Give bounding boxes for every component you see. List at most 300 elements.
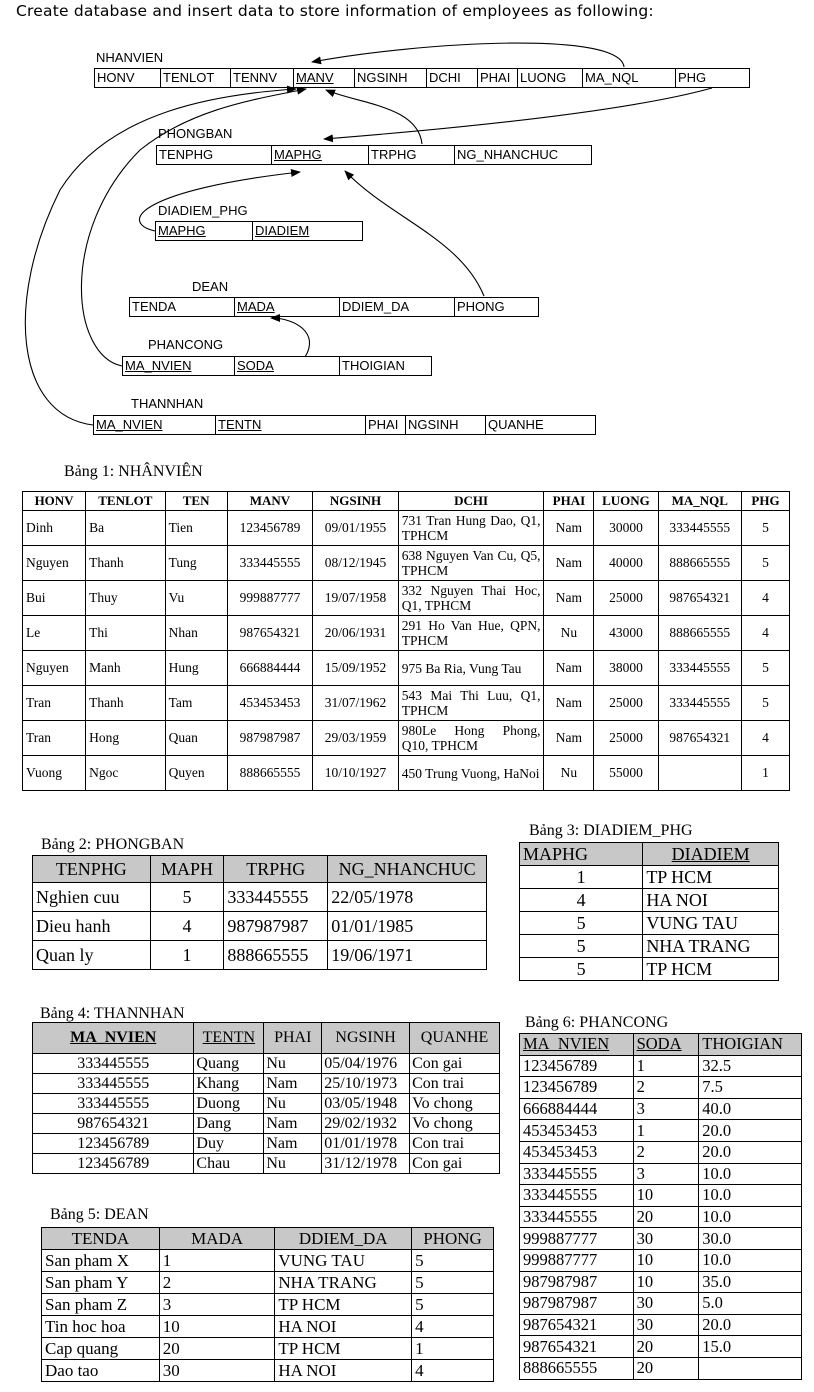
- table-cell: 43000: [594, 616, 658, 651]
- table-cell: 30: [633, 1314, 699, 1336]
- table-row: [520, 1336, 802, 1358]
- table-cell: Vuong: [23, 756, 86, 791]
- arrow-dean-phong: [345, 171, 484, 296]
- table-cell: 19/06/1971: [328, 941, 487, 970]
- table-cell: Hung: [165, 651, 227, 686]
- table-cell: Le: [23, 616, 86, 651]
- table-cell: 3: [633, 1098, 699, 1120]
- table-cell: 10.0: [699, 1163, 802, 1185]
- table-header-row: [520, 1034, 802, 1056]
- table-row: [33, 1054, 500, 1074]
- table-cell: Khang: [194, 1074, 264, 1094]
- table-cell: 20/06/1931: [313, 616, 399, 651]
- table-cell: Tam: [165, 686, 227, 721]
- table-row: [23, 686, 790, 721]
- table-cell: 123456789: [520, 1077, 634, 1099]
- table-row: [33, 1134, 500, 1154]
- table-cell: 5: [742, 546, 790, 581]
- table-cell: 987987987: [520, 1271, 634, 1293]
- schema-col: NGSINH: [355, 69, 427, 87]
- table-cell: Con gai: [410, 1154, 500, 1174]
- table-cell: 123456789: [520, 1055, 634, 1077]
- table-cell: 123456789: [33, 1134, 194, 1154]
- table-cell: 30.0: [699, 1228, 802, 1250]
- table-cell: 333445555: [33, 1054, 194, 1074]
- table-cell: 453453453: [227, 686, 313, 721]
- table6-caption: Bảng 6: PHANCONG: [525, 1014, 669, 1031]
- table-row: [33, 1094, 500, 1114]
- table-cell: Nu: [544, 616, 594, 651]
- table2-caption: Bảng 2: PHONGBAN: [41, 836, 185, 853]
- schema-col: TENLOT: [161, 69, 231, 87]
- table-cell: 31/12/1978: [322, 1154, 410, 1174]
- table-cell: 987654321: [520, 1314, 634, 1336]
- table-cell: 4: [412, 1360, 494, 1382]
- table-cell: 333445555: [33, 1074, 194, 1094]
- header-cell: TRPHG: [224, 856, 328, 883]
- table-cell: 2: [159, 1272, 275, 1294]
- header-key-label: SODA: [636, 1034, 682, 1054]
- table-row: [23, 581, 790, 616]
- table-cell: 1: [633, 1120, 699, 1142]
- table-cell: 450 Trung Vuong, HaNoi: [398, 756, 544, 791]
- table-cell: 20.0: [699, 1141, 802, 1163]
- table-cell: 29/02/1932: [322, 1114, 410, 1134]
- table-row: [520, 1163, 802, 1185]
- table-cell: 333445555: [520, 1163, 634, 1185]
- table-cell: 4: [520, 889, 643, 912]
- table-cell: 666884444: [227, 651, 313, 686]
- table-cell: Dinh: [23, 511, 86, 546]
- table-header-row: [42, 1228, 494, 1250]
- table-cell: 5: [412, 1250, 494, 1272]
- table-cell: 333445555: [224, 883, 328, 912]
- table4-caption: Bảng 4: THANNHAN: [40, 1005, 185, 1022]
- schema-col-key: MAPHG: [272, 146, 369, 164]
- table-cell: 5: [742, 686, 790, 721]
- table-cell: 20.0: [699, 1314, 802, 1336]
- table-row: [520, 1314, 802, 1336]
- table-cell: 10.0: [699, 1206, 802, 1228]
- table-row: [520, 935, 779, 958]
- table-cell: 987987987: [520, 1293, 634, 1315]
- table-cell: HA NOI: [275, 1316, 412, 1338]
- table-cell: 731 Tran Hung Dao, Q1, TPHCM: [398, 511, 544, 546]
- table-cell: 5: [520, 958, 643, 981]
- schema-col: PHONG: [457, 299, 505, 314]
- table-cell: Nu: [264, 1094, 322, 1114]
- table-cell: [699, 1357, 802, 1379]
- table-cell: Nam: [544, 651, 594, 686]
- table-cell: 1: [412, 1338, 494, 1360]
- table-cell: 32.5: [699, 1055, 802, 1077]
- table-cell: 25000: [594, 686, 658, 721]
- schema-col-key: MA_NVIEN: [123, 357, 235, 375]
- header-cell: PHG: [742, 492, 790, 511]
- table-row: [520, 889, 779, 912]
- arrow-phongban-trphg: [326, 90, 422, 144]
- header-cell: [520, 1034, 634, 1056]
- table-cell: 10.0: [699, 1185, 802, 1207]
- table-row: [23, 546, 790, 581]
- table-row: [33, 1074, 500, 1094]
- table-cell: 08/12/1945: [313, 546, 399, 581]
- table-cell: 4: [742, 721, 790, 756]
- header-cell: MADA: [159, 1228, 275, 1250]
- table-cell: Con trai: [410, 1134, 500, 1154]
- arrow-phancong-nvien: [81, 89, 306, 366]
- header-cell: HONV: [23, 492, 86, 511]
- table-cell: 999887777: [227, 581, 313, 616]
- schema-col: HONV: [95, 69, 161, 87]
- schema-col: TENNV: [231, 69, 294, 87]
- table-cell: Tin hoc hoa: [42, 1316, 160, 1338]
- table-cell: 987654321: [658, 721, 742, 756]
- table-cell: 20: [633, 1206, 699, 1228]
- header-cell: PHONG: [412, 1228, 494, 1250]
- table5-caption: Bảng 5: DEAN: [50, 1206, 149, 1223]
- header-key-label: DIADIEM: [671, 843, 750, 864]
- table-cell: 10.0: [699, 1249, 802, 1271]
- table3-caption: Bảng 3: DIADIEM_PHG: [529, 822, 693, 839]
- table-cell: Tung: [165, 546, 227, 581]
- header-cell: [194, 1023, 264, 1054]
- table1-caption: Bảng 1: NHÂNVIÊN: [64, 463, 203, 480]
- table-row: [520, 1206, 802, 1228]
- table-cell: Vo chong: [410, 1114, 500, 1134]
- schema-col: QUANHE: [488, 417, 544, 432]
- table-cell: Thanh: [86, 546, 165, 581]
- table-cell: 543 Mai Thi Luu, Q1, TPHCM: [398, 686, 544, 721]
- table-cell: 25000: [594, 721, 658, 756]
- table-row: [520, 1228, 802, 1250]
- table-cell: 888665555: [520, 1357, 634, 1379]
- table-cell: 123456789: [227, 511, 313, 546]
- table-row: [520, 958, 779, 981]
- schema-col: NG_NHANCHUC: [457, 147, 559, 162]
- table-cell: 31/07/1962: [313, 686, 399, 721]
- table-row: [520, 1249, 802, 1271]
- table-cell: Nam: [544, 686, 594, 721]
- table-cell: NHA TRANG: [275, 1272, 412, 1294]
- table-cell: 22/05/1978: [328, 883, 487, 912]
- table-cell: Bui: [23, 581, 86, 616]
- table-row: [33, 1154, 500, 1174]
- table-cell: 38000: [594, 651, 658, 686]
- table-row: [33, 912, 487, 941]
- table-cell: 4: [742, 581, 790, 616]
- table-cell: Dang: [194, 1114, 264, 1134]
- table-row: [520, 1141, 802, 1163]
- arrow-phg: [324, 88, 712, 139]
- table-cell: 4: [742, 616, 790, 651]
- table-cell: 333445555: [520, 1185, 634, 1207]
- table-cell: Ba: [86, 511, 165, 546]
- table-cell: Nam: [264, 1114, 322, 1134]
- table-row: [520, 912, 779, 935]
- table-row: [520, 1098, 802, 1120]
- table-row: [42, 1250, 494, 1272]
- table-cell: 987987987: [224, 912, 328, 941]
- header-cell: MAPHG: [520, 843, 643, 866]
- table-cell: Quang: [194, 1054, 264, 1074]
- table-cell: 03/05/1948: [322, 1094, 410, 1114]
- table-row: [520, 1120, 802, 1142]
- table-cell: 25000: [594, 581, 658, 616]
- table-cell: 10: [633, 1185, 699, 1207]
- table-cell: 3: [159, 1294, 275, 1316]
- schema-col-key: TENTN: [216, 416, 366, 434]
- schema-col: NGSINH: [406, 416, 486, 434]
- table-cell: 453453453: [520, 1120, 634, 1142]
- table-cell: HA NOI: [643, 889, 779, 912]
- table-cell: Nguyen: [23, 651, 86, 686]
- header-cell: MAPH: [150, 856, 224, 883]
- table-cell: 05/04/1976: [322, 1054, 410, 1074]
- table-cell: 4: [412, 1316, 494, 1338]
- schema-col-key: MANV: [294, 69, 355, 87]
- schema-col: DDIEM_DA: [340, 298, 455, 316]
- table-dean: [41, 1227, 494, 1382]
- schema-col: MA_NQL: [583, 69, 676, 87]
- table-cell: San pham Z: [42, 1294, 160, 1316]
- table-cell: Thanh: [86, 686, 165, 721]
- table-cell: Nam: [264, 1134, 322, 1154]
- schema-col: TENDA: [130, 298, 235, 316]
- table-cell: Chau: [194, 1154, 264, 1174]
- table-cell: 1: [633, 1055, 699, 1077]
- table-cell: 888665555: [224, 941, 328, 970]
- table-cell: 5: [520, 912, 643, 935]
- table-cell: 123456789: [33, 1154, 194, 1174]
- header-cell: PHAI: [264, 1023, 322, 1054]
- table-cell: Duong: [194, 1094, 264, 1114]
- table-cell: Cap quang: [42, 1338, 160, 1360]
- table-row: [23, 756, 790, 791]
- header-cell: [643, 843, 779, 866]
- table-cell: 2: [633, 1077, 699, 1099]
- table-cell: Nhan: [165, 616, 227, 651]
- table-nhanvien: [22, 491, 790, 791]
- header-cell: TEN: [165, 492, 227, 511]
- schema-col-key: MAPHG: [156, 222, 253, 240]
- table-cell: 987987987: [227, 721, 313, 756]
- table-cell: 333445555: [33, 1094, 194, 1114]
- table-row: [520, 1271, 802, 1293]
- schema-col: LUONG: [518, 69, 583, 87]
- table-cell: San pham Y: [42, 1272, 160, 1294]
- page-heading: Create database and insert data to store information of employees as following:: [16, 2, 654, 20]
- table-row: [33, 1114, 500, 1134]
- table-cell: 10: [633, 1249, 699, 1271]
- table-cell: 332 Nguyen Thai Hoc, Q1, TPHCM: [398, 581, 544, 616]
- table-cell: 30000: [594, 511, 658, 546]
- header-cell: NG_NHANCHUC: [328, 856, 487, 883]
- table-cell: Nam: [264, 1074, 322, 1094]
- schema-label-phongban: PHONGBAN: [158, 126, 233, 141]
- table-cell: 40.0: [699, 1098, 802, 1120]
- table-cell: 5: [742, 651, 790, 686]
- table-cell: 333445555: [658, 686, 742, 721]
- header-cell: MANV: [227, 492, 313, 511]
- table-cell: 10: [159, 1316, 275, 1338]
- table-cell: 01/01/1985: [328, 912, 487, 941]
- table-cell: 987654321: [658, 581, 742, 616]
- table-cell: 1: [742, 756, 790, 791]
- table-cell: NHA TRANG: [643, 935, 779, 958]
- table-header-row: [520, 843, 779, 866]
- table-cell: 5: [412, 1294, 494, 1316]
- header-cell: [33, 1023, 194, 1054]
- header-key-label: TENTN: [202, 1029, 256, 1046]
- table-cell: 666884444: [520, 1098, 634, 1120]
- table-row: [42, 1316, 494, 1338]
- table-cell: [658, 756, 742, 791]
- table-cell: 7.5: [699, 1077, 802, 1099]
- table-cell: TP HCM: [275, 1338, 412, 1360]
- table-cell: 25/10/1973: [322, 1074, 410, 1094]
- table-cell: 20: [159, 1338, 275, 1360]
- table-header-row: [33, 1023, 500, 1054]
- table-cell: 30: [633, 1293, 699, 1315]
- table-cell: Hong: [86, 721, 165, 756]
- header-cell: LUONG: [594, 492, 658, 511]
- table-cell: Nam: [544, 581, 594, 616]
- table-row: [520, 866, 779, 889]
- table-cell: Nam: [544, 721, 594, 756]
- table-phancong: [519, 1033, 802, 1380]
- table-cell: 291 Ho Van Hue, QPN, TPHCM: [398, 616, 544, 651]
- table-cell: 20: [633, 1336, 699, 1358]
- table-cell: 1: [150, 941, 224, 970]
- table-cell: 987654321: [33, 1114, 194, 1134]
- table-cell: Manh: [86, 651, 165, 686]
- table-cell: 4: [150, 912, 224, 941]
- table-cell: 638 Nguyen Van Cu, Q5, TPHCM: [398, 546, 544, 581]
- table-cell: HA NOI: [275, 1360, 412, 1382]
- table-cell: 20.0: [699, 1120, 802, 1142]
- table-cell: 5.0: [699, 1293, 802, 1315]
- table-cell: 5: [520, 935, 643, 958]
- table-cell: 55000: [594, 756, 658, 791]
- table-row: [520, 1185, 802, 1207]
- table-cell: 01/01/1978: [322, 1134, 410, 1154]
- table-row: [23, 511, 790, 546]
- table-cell: Nu: [264, 1054, 322, 1074]
- table-cell: 30: [633, 1228, 699, 1250]
- table-row: [42, 1360, 494, 1382]
- table-phongban: [32, 855, 487, 970]
- table-cell: Duy: [194, 1134, 264, 1154]
- header-cell: TENLOT: [86, 492, 165, 511]
- table-cell: Con gai: [410, 1054, 500, 1074]
- table-cell: TP HCM: [643, 958, 779, 981]
- schema-col: DCHI: [427, 69, 478, 87]
- table-row: [23, 616, 790, 651]
- table-row: [42, 1272, 494, 1294]
- schema-label-dean: DEAN: [192, 279, 229, 294]
- table-cell: VUNG TAU: [643, 912, 779, 935]
- table-cell: 10: [633, 1271, 699, 1293]
- header-cell: TENPHG: [33, 856, 151, 883]
- table-cell: Nam: [544, 511, 594, 546]
- table-cell: 35.0: [699, 1271, 802, 1293]
- table-cell: Tran: [23, 686, 86, 721]
- table-cell: 15.0: [699, 1336, 802, 1358]
- table-cell: 2: [633, 1141, 699, 1163]
- schema-col: THOIGIAN: [342, 358, 405, 373]
- relationship-arrows: [0, 0, 814, 450]
- table-cell: Nu: [544, 756, 594, 791]
- schema-label-phancong: PHANCONG: [148, 337, 224, 352]
- schema-label-thannhan: THANNHAN: [131, 396, 204, 411]
- table-row: [33, 941, 487, 970]
- table-cell: 19/07/1958: [313, 581, 399, 616]
- arrow-phancong-soda: [271, 318, 310, 357]
- table-cell: 333445555: [658, 511, 742, 546]
- table-cell: Vo chong: [410, 1094, 500, 1114]
- table-cell: Dao tao: [42, 1360, 160, 1382]
- table-cell: 999887777: [520, 1228, 634, 1250]
- schema-col: TENPHG: [157, 146, 272, 164]
- header-cell: THOIGIAN: [699, 1034, 802, 1056]
- table-cell: Vu: [165, 581, 227, 616]
- table-cell: 333445555: [658, 651, 742, 686]
- schema-label-diadiem: DIADIEM_PHG: [158, 203, 248, 218]
- header-key-label: MA_NVIEN: [70, 1029, 157, 1046]
- table-cell: Ngoc: [86, 756, 165, 791]
- table-cell: VUNG TAU: [275, 1250, 412, 1272]
- header-cell: NGSINH: [322, 1023, 410, 1054]
- table-cell: Tien: [165, 511, 227, 546]
- table-cell: 5: [742, 511, 790, 546]
- table-cell: 1: [159, 1250, 275, 1272]
- header-cell: PHAI: [544, 492, 594, 511]
- arrow-diadiem: [139, 172, 300, 231]
- table-header-row: [33, 856, 487, 883]
- schema-col-key: MADA: [235, 298, 340, 316]
- table-row: [23, 721, 790, 756]
- table-cell: 15/09/1952: [313, 651, 399, 686]
- arrow-ma-nql: [312, 43, 624, 67]
- table-cell: 333445555: [520, 1206, 634, 1228]
- table-cell: Nam: [544, 546, 594, 581]
- table-cell: 29/03/1959: [313, 721, 399, 756]
- table-cell: Quan ly: [33, 941, 151, 970]
- table-cell: San pham X: [42, 1250, 160, 1272]
- table-cell: 10/10/1927: [313, 756, 399, 791]
- table-cell: 09/01/1955: [313, 511, 399, 546]
- table-cell: 888665555: [658, 616, 742, 651]
- schema-label-nhanvien: NHANVIEN: [96, 50, 164, 65]
- table-cell: 888665555: [227, 756, 313, 791]
- header-cell: DCHI: [398, 492, 544, 511]
- header-cell: DDIEM_DA: [275, 1228, 412, 1250]
- header-cell: NGSINH: [313, 492, 399, 511]
- table-cell: Con trai: [410, 1074, 500, 1094]
- table-cell: 1: [520, 866, 643, 889]
- header-cell: MA_NQL: [658, 492, 742, 511]
- table-cell: 40000: [594, 546, 658, 581]
- table-header-row: [23, 492, 790, 511]
- table-diadiem-phg: [519, 842, 779, 981]
- schema-col: PHG: [678, 70, 707, 85]
- table-cell: Nghien cuu: [33, 883, 151, 912]
- table-row: [520, 1077, 802, 1099]
- table-cell: 453453453: [520, 1141, 634, 1163]
- table-cell: Nu: [264, 1154, 322, 1174]
- table-cell: TP HCM: [643, 866, 779, 889]
